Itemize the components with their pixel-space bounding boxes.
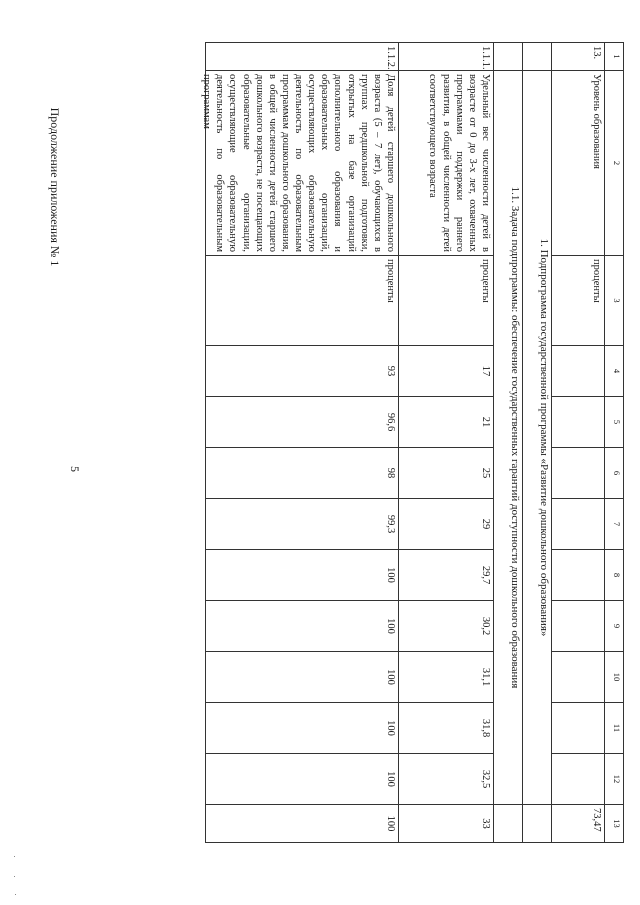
empty-cell bbox=[523, 805, 552, 843]
unit-cell: проценты bbox=[206, 256, 399, 346]
subprogram-row bbox=[523, 43, 552, 843]
value-cell bbox=[552, 754, 605, 805]
row-number: 1.1.1. bbox=[399, 43, 494, 71]
column-number: 13 bbox=[605, 805, 624, 843]
value-cell: 100 bbox=[206, 805, 399, 843]
value-cell bbox=[552, 346, 605, 397]
value-cell: 31,8 bbox=[399, 703, 494, 754]
scan-speck bbox=[14, 856, 15, 857]
value-cell: 30,2 bbox=[399, 601, 494, 652]
value-cell: 100 bbox=[206, 754, 399, 805]
indicator-name: Удельный вес численности детей в возрасте от 0 до 3-х лет, охваченных программами поддержки раннего развития, в общей численности детей соответствующего возраста bbox=[399, 71, 494, 256]
column-number: 2 bbox=[605, 71, 624, 256]
value-cell: 100 bbox=[206, 601, 399, 652]
column-number: 5 bbox=[605, 397, 624, 448]
empty-cell bbox=[494, 43, 523, 71]
scan-speck bbox=[14, 876, 15, 877]
column-number: 6 bbox=[605, 448, 624, 499]
value-cell: 98 bbox=[206, 448, 399, 499]
row-number: 1.1.2. bbox=[206, 43, 399, 71]
column-number: 3 bbox=[605, 256, 624, 346]
indicator-name: Уровень образования bbox=[552, 71, 605, 256]
value-cell: 100 bbox=[206, 652, 399, 703]
indicator-table-sheet bbox=[112, 42, 624, 842]
value-cell bbox=[552, 652, 605, 703]
value-cell bbox=[552, 550, 605, 601]
column-number: 11 bbox=[605, 703, 624, 754]
value-cell: 32,5 bbox=[399, 754, 494, 805]
value-cell bbox=[552, 448, 605, 499]
empty-cell bbox=[523, 43, 552, 71]
row-number: 13. bbox=[552, 43, 605, 71]
task-title: 1.1. Задача подпрограммы: обеспечение государственных гарантий доступности дошкольного образования bbox=[494, 71, 523, 805]
value-cell bbox=[552, 397, 605, 448]
table-row bbox=[552, 43, 605, 843]
column-number: 12 bbox=[605, 754, 624, 805]
value-cell: 17 bbox=[399, 346, 494, 397]
column-number: 4 bbox=[605, 346, 624, 397]
page-number: 5 bbox=[68, 466, 82, 472]
column-number: 10 bbox=[605, 652, 624, 703]
value-cell: 21 bbox=[399, 397, 494, 448]
subprogram-title: 1. Подпрограмма государственной программы «Развитие дошкольного образования» bbox=[523, 71, 552, 805]
unit-cell: проценты bbox=[399, 256, 494, 346]
indicator-name: Доля детей старшего дошкольного возраста (5 – 7 лет), обучающихся в группах предшкольной подготовки, открытых на базе организаций дополнительного образования и образовательных организаций, осуществляющих образовательную деятельность по образовательным программам дошкольного образования, в общей численности детей старшего дошкольного возраста, не посещающих образовательные организации, осуществляющие образовательную деятельность по образовательным программам bbox=[201, 74, 396, 252]
indicator-table bbox=[201, 42, 624, 843]
value-cell: 73,47 bbox=[552, 805, 605, 843]
column-number: 8 bbox=[605, 550, 624, 601]
value-cell: 33 bbox=[399, 805, 494, 843]
indicator-name-cell bbox=[201, 71, 399, 256]
value-cell: 31,1 bbox=[399, 652, 494, 703]
value-cell: 93 bbox=[206, 346, 399, 397]
value-cell: 29,7 bbox=[399, 550, 494, 601]
appendix-note: Продолжение приложения № 1 bbox=[48, 107, 62, 267]
value-cell: 100 bbox=[206, 550, 399, 601]
task-row bbox=[494, 43, 523, 843]
column-number: 9 bbox=[605, 601, 624, 652]
value-cell bbox=[552, 703, 605, 754]
value-cell bbox=[552, 601, 605, 652]
value-cell: 29 bbox=[399, 499, 494, 550]
column-number-row bbox=[605, 43, 624, 843]
column-number: 1 bbox=[605, 43, 624, 71]
scan-speck bbox=[15, 894, 16, 895]
value-cell: 96,6 bbox=[206, 397, 399, 448]
value-cell: 100 bbox=[206, 703, 399, 754]
value-cell: 25 bbox=[399, 448, 494, 499]
table-row bbox=[399, 43, 494, 843]
unit-cell: проценты bbox=[552, 256, 605, 346]
table-row bbox=[206, 43, 399, 843]
empty-cell bbox=[494, 805, 523, 843]
column-number: 7 bbox=[605, 499, 624, 550]
value-cell bbox=[552, 499, 605, 550]
value-cell: 99,3 bbox=[206, 499, 399, 550]
